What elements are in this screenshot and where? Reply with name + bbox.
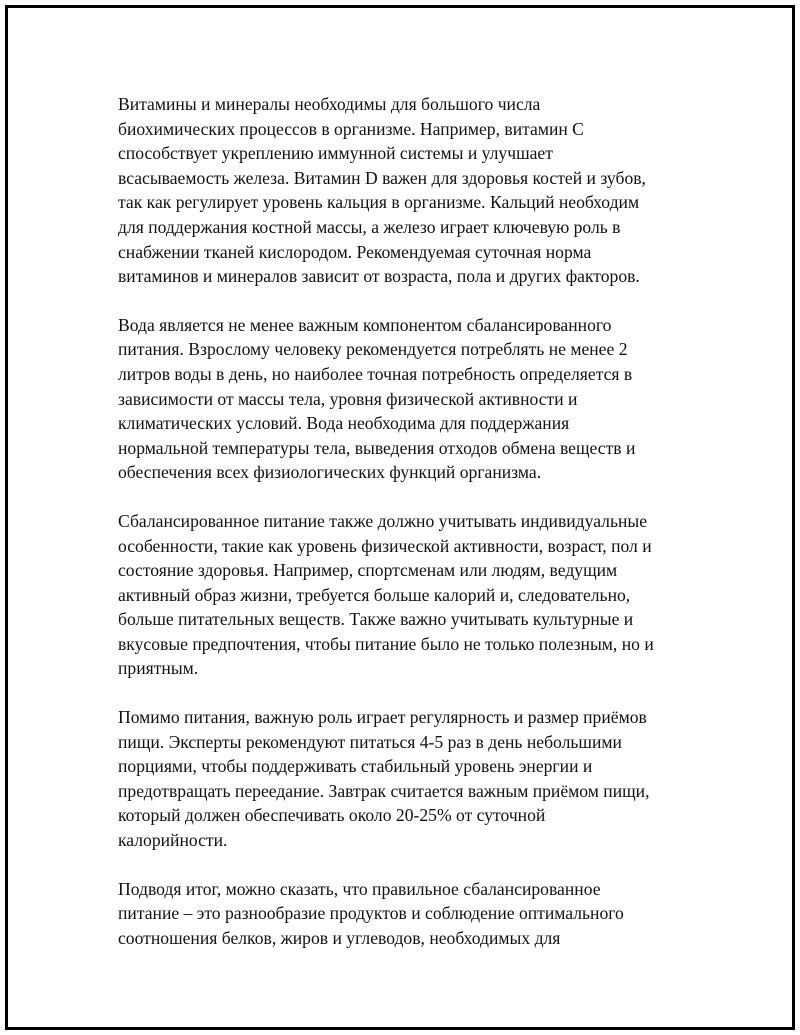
paragraph-conclusion: Подводя итог, можно сказать, что правильное сбалансированное питание – это разнообразие продуктов и соблюдение оптимального соотношения белков, жиров и углеводов, необходимых для (118, 878, 624, 948)
paragraph-meal-regularity: Помимо питания, важную роль играет регулярность и размер приёмов пищи. Эксперты рекомендуют питаться 4-5 раз в день небольшими порциями, чтобы поддерживать стабильный уровень энергии и предотвращать переедание. Завтрак считается важным приёмом пищи, который должен обеспечивать около 20-25% от суточной калорийности. (118, 707, 650, 851)
document-body (118, 92, 698, 974)
paragraph-individual-needs: Сбалансированное питание также должно учитывать индивидуальные особенности, такие как уровень физической активности, возраст, пол и состояние здоровья. Например, спортсменам или людям, ведущим активный образ жизни, требуется больше калорий и, следовательно, больше питательных веществ. Также важно учитывать культурные и вкусовые предпочтения, чтобы питание было не только полезным, но и приятным. (118, 510, 654, 679)
paragraph-vitamins-minerals: Витамины и минералы необходимы для большого числа биохимических процессов в организме. Например, витамин C способствует укреплению иммунной системы и улучшает всасываемость железа. Витамин D важен для здоровья костей и зубов, так как регулирует уровень кальция в организме. Кальций необходим для поддержания костной массы, а железо играет ключевую роль в снабжении тканей кислородом. Рекомендуемая суточная норма витаминов и минералов зависит от возраста, пола и других факторов. (118, 94, 646, 287)
paragraph-water: Вода является не менее важным компонентом сбалансированного питания. Взрослому человеку рекомендуется потреблять не менее 2 литров воды в день, но наиболее точная потребность определяется в зависимости от массы тела, уровня физической активности и климатических условий. Вода необходима для поддержания нормальной температуры тела, выведения отходов обмена веществ и обеспечения всех физиологических функций организма. (118, 314, 636, 483)
